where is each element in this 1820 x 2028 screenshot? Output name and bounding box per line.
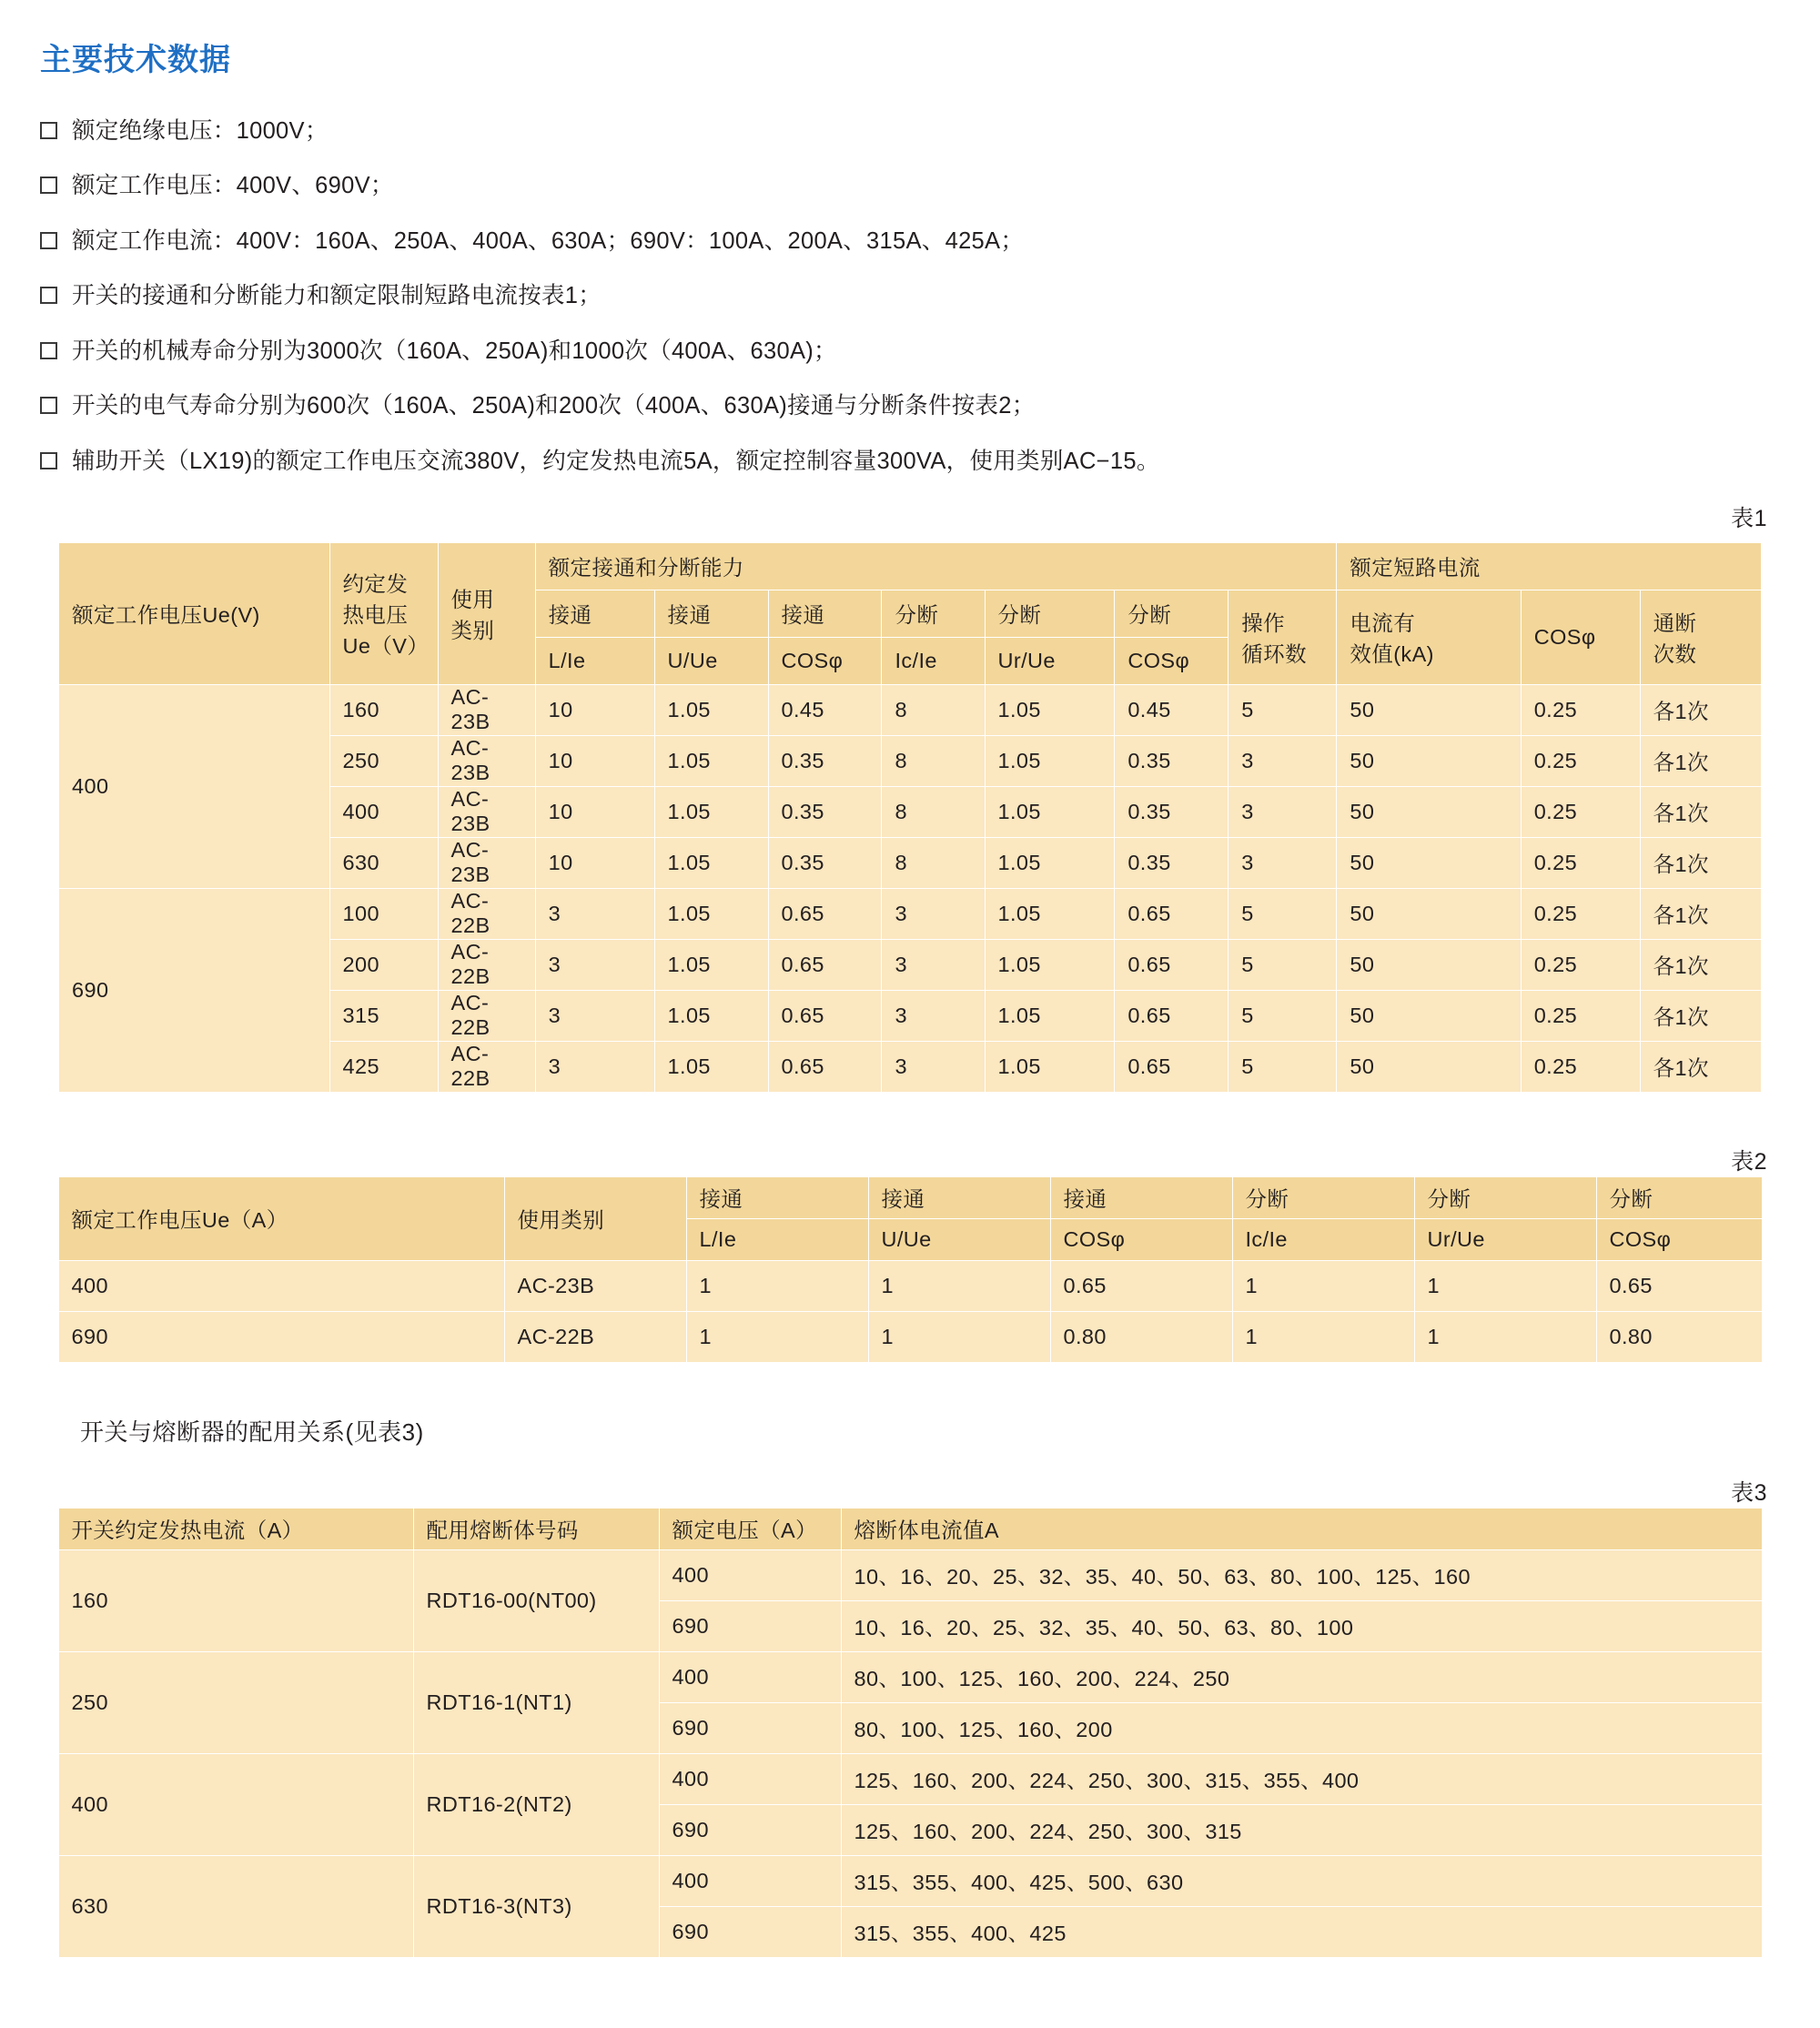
cell-ur-ue: 1.05 [985, 990, 1115, 1041]
cell-times: 各1次 [1640, 735, 1761, 786]
cell-heat-current: 160 [58, 1549, 413, 1651]
cell-l-ie: 10 [535, 786, 654, 837]
header-cell-cos: COSφ [1596, 1218, 1762, 1260]
cell-ic-ie: 8 [882, 684, 985, 735]
header-cell-break: 分断 [985, 590, 1115, 637]
cell-cos3: 0.25 [1521, 1041, 1640, 1092]
checkbox-icon [40, 177, 57, 194]
cell-ic-ie: 3 [882, 1041, 985, 1092]
checkbox-icon [40, 397, 57, 414]
cell-u-ue: 1.05 [654, 837, 768, 888]
cell-heat: 250 [329, 735, 438, 786]
cell-category: AC-23B [438, 735, 535, 786]
cell-cos2: 0.80 [1596, 1311, 1762, 1362]
list-item [40, 336, 1780, 367]
list-item [40, 116, 1780, 146]
header-cell-ur-ue: Ur/Ue [985, 637, 1115, 684]
cell-rated-voltage: 690 [659, 1702, 841, 1753]
cell-cos3: 0.25 [1521, 888, 1640, 939]
cell-times: 各1次 [1640, 990, 1761, 1041]
cell-ic-ie: 1 [1232, 1311, 1414, 1362]
cell-heat-current: 400 [58, 1753, 413, 1855]
list-item-label: 开关的接通和分断能力和额定限制短路电流按表1； [72, 283, 602, 309]
list-item-label: 额定工作电压：400V、690V； [72, 173, 394, 199]
table-header-row [59, 542, 1762, 590]
section-subtitle: 开关与熔断器的配用关系(见表3) [80, 1418, 424, 1446]
cell-l-ie: 10 [535, 837, 654, 888]
header-cell-ur-ue: Ur/Ue [1414, 1218, 1596, 1260]
table-row [59, 684, 1762, 735]
cell-heat: 425 [329, 1041, 438, 1092]
cell-ur-ue: 1 [1414, 1311, 1596, 1362]
cell-times: 各1次 [1640, 684, 1761, 735]
cell-cos1: 0.65 [768, 990, 882, 1041]
cell-u-ue: 1.05 [654, 1041, 768, 1092]
header-cell-u-ue: U/Ue [654, 637, 768, 684]
cell-cos2: 0.35 [1115, 786, 1228, 837]
header-cell-l-ie: L/Ie [686, 1218, 868, 1260]
list-item-label: 开关的机械寿命分别为3000次（160A、250A)和1000次（400A、630A)； [72, 338, 837, 364]
cell-cos1: 0.35 [768, 786, 882, 837]
header-line: 通断 [1653, 611, 1697, 636]
table2-caption: 表2 [1731, 1148, 1767, 1175]
cell-heat: 400 [329, 786, 438, 837]
cell-ic-ie: 8 [882, 837, 985, 888]
header-line: 电流有 [1350, 611, 1416, 636]
cell-cos1: 0.65 [1050, 1260, 1232, 1311]
cell-heat-current: 250 [58, 1651, 413, 1753]
cell-times: 各1次 [1640, 837, 1761, 888]
cell-ic-ie: 3 [882, 990, 985, 1041]
cell-voltage-group: 400 [59, 684, 330, 888]
cell-l-ie: 3 [535, 888, 654, 939]
checkbox-icon [40, 122, 57, 139]
header-cell-make: 接通 [768, 590, 882, 637]
cell-category: AC-22B [438, 1041, 535, 1092]
cell-cos2: 0.65 [1115, 939, 1228, 990]
cell-ur-ue: 1.05 [985, 888, 1115, 939]
cell-category: AC-23B [438, 684, 535, 735]
header-cell-category [438, 542, 535, 684]
spec-list [40, 79, 1780, 477]
list-item-label: 额定绝缘电压：1000V； [72, 118, 329, 144]
cell-cos3: 0.25 [1521, 684, 1640, 735]
cell-u-ue: 1.05 [654, 786, 768, 837]
header-line: 热电压 [342, 603, 409, 628]
header-cell-voltage: 额定工作电压Ue（A） [58, 1176, 504, 1260]
table-row [58, 1549, 1762, 1600]
header-cell-make: 接通 [1050, 1176, 1232, 1218]
checkbox-icon [40, 452, 57, 469]
header-cell-op-cycles [1228, 590, 1337, 684]
cell-cos2: 0.65 [1115, 888, 1228, 939]
cell-fuse-values: 10、16、20、25、32、35、40、50、63、80、100、125、160 [841, 1549, 1762, 1600]
cell-cos2: 0.65 [1115, 1041, 1228, 1092]
cell-heat: 160 [329, 684, 438, 735]
cell-cycles: 5 [1228, 1041, 1337, 1092]
cell-l-ie: 10 [535, 684, 654, 735]
list-item-label: 额定工作电流：400V：160A、250A、400A、630A；690V：100A、200A、315A、425A； [72, 227, 1025, 254]
table-header-row [58, 1508, 1762, 1549]
header-cell-ic-ie: Ic/Ie [882, 637, 985, 684]
list-item-label: 辅助开关（LX19)的额定工作电压交流380V，约定发热电流5A，额定控制容量300VA，使用类别AC−15。 [72, 448, 1160, 474]
cell-ic-ie: 8 [882, 786, 985, 837]
cell-ka: 50 [1337, 1041, 1521, 1092]
cell-ka: 50 [1337, 684, 1521, 735]
header-line: 类别 [450, 619, 495, 643]
cell-cycles: 3 [1228, 735, 1337, 786]
header-cell-break-times [1640, 590, 1761, 684]
cell-ic-ie: 3 [882, 888, 985, 939]
cell-rated-voltage: 690 [659, 1804, 841, 1855]
header-cell-category: 使用类别 [504, 1176, 686, 1260]
cell-cos2: 0.45 [1115, 684, 1228, 735]
header-cell-break: 分断 [1115, 590, 1228, 637]
header-cell-make: 接通 [654, 590, 768, 637]
header-cell-rated-voltage: 额定电压（A） [659, 1508, 841, 1549]
table3-caption: 表3 [1731, 1479, 1767, 1506]
cell-times: 各1次 [1640, 1041, 1761, 1092]
cell-fuse-values: 125、160、200、224、250、300、315 [841, 1804, 1762, 1855]
table-row [58, 1753, 1762, 1804]
header-cell-break: 分断 [1414, 1176, 1596, 1218]
cell-l-ie: 3 [535, 939, 654, 990]
cell-l-ie: 10 [535, 735, 654, 786]
header-line: Ue（V） [342, 634, 430, 659]
cell-cos2: 0.65 [1115, 990, 1228, 1041]
table-header-row [58, 1176, 1762, 1218]
header-line: 循环数 [1241, 642, 1307, 667]
header-cell-cos: COSφ [1050, 1218, 1232, 1260]
cell-ur-ue: 1.05 [985, 837, 1115, 888]
cell-ic-ie: 3 [882, 939, 985, 990]
cell-cos1: 0.65 [768, 939, 882, 990]
cell-rated-voltage: 400 [659, 1651, 841, 1702]
header-cell-fuse-code: 配用熔断体号码 [413, 1508, 659, 1549]
header-cell-heat-current: 开关约定发热电流（A） [58, 1508, 413, 1549]
table-row [58, 1260, 1762, 1311]
table-3 [58, 1508, 1763, 1958]
header-line: 效值(kA) [1350, 642, 1434, 667]
cell-category: AC-23B [438, 786, 535, 837]
header-cell-heat [329, 542, 438, 684]
list-item [40, 170, 1780, 201]
cell-heat: 200 [329, 939, 438, 990]
cell-category: AC-22B [438, 939, 535, 990]
cell-times: 各1次 [1640, 786, 1761, 837]
cell-fuse-values: 315、355、400、425、500、630 [841, 1855, 1762, 1906]
cell-u-ue: 1.05 [654, 939, 768, 990]
header-cell-make: 接通 [868, 1176, 1050, 1218]
list-item [40, 390, 1780, 421]
cell-cos2: 0.35 [1115, 837, 1228, 888]
cell-category: AC-23B [438, 837, 535, 888]
cell-rated-voltage: 400 [659, 1549, 841, 1600]
cell-u-ue: 1.05 [654, 990, 768, 1041]
table-2 [58, 1176, 1763, 1363]
cell-cycles: 5 [1228, 888, 1337, 939]
cell-cos3: 0.25 [1521, 837, 1640, 888]
cell-cos1: 0.45 [768, 684, 882, 735]
cell-ka: 50 [1337, 735, 1521, 786]
cell-fuse-values: 125、160、200、224、250、300、315、355、400 [841, 1753, 1762, 1804]
cell-cycles: 3 [1228, 837, 1337, 888]
cell-cos3: 0.25 [1521, 990, 1640, 1041]
cell-fuse-code: RDT16-1(NT1) [413, 1651, 659, 1753]
cell-cos1: 0.65 [768, 888, 882, 939]
table-row [59, 888, 1762, 939]
cell-ur-ue: 1 [1414, 1260, 1596, 1311]
cell-ka: 50 [1337, 939, 1521, 990]
header-cell-cos: COSφ [1115, 637, 1228, 684]
checkbox-icon [40, 287, 57, 304]
cell-u-ue: 1.05 [654, 735, 768, 786]
list-item-label: 开关的电气寿命分别为600次（160A、250A)和200次（400A、630A)接通与分断条件按表2； [72, 393, 1036, 419]
header-cell-cos: COSφ [768, 637, 882, 684]
checkbox-icon [40, 232, 57, 249]
table-row [58, 1311, 1762, 1362]
header-line: 使用 [450, 588, 495, 612]
header-cell-break: 分断 [882, 590, 985, 637]
cell-ur-ue: 1.05 [985, 786, 1115, 837]
cell-rated-voltage: 690 [659, 1600, 841, 1651]
cell-voltage: 690 [58, 1311, 504, 1362]
cell-cycles: 5 [1228, 939, 1337, 990]
cell-ur-ue: 1.05 [985, 1041, 1115, 1092]
header-cell-make: 接通 [686, 1176, 868, 1218]
header-cell-ic-ie: Ic/Ie [1232, 1218, 1414, 1260]
cell-category: AC-22B [438, 990, 535, 1041]
header-line: 操作 [1241, 611, 1286, 636]
cell-ur-ue: 1.05 [985, 684, 1115, 735]
cell-fuse-values: 80、100、125、160、200 [841, 1702, 1762, 1753]
cell-category: AC-23B [504, 1260, 686, 1311]
cell-ka: 50 [1337, 990, 1521, 1041]
cell-category: AC-22B [504, 1311, 686, 1362]
page-title: 主要技术数据 [40, 43, 231, 77]
cell-cycles: 3 [1228, 786, 1337, 837]
cell-rated-voltage: 690 [659, 1906, 841, 1957]
cell-fuse-values: 10、16、20、25、32、35、40、50、63、80、100 [841, 1600, 1762, 1651]
cell-cos3: 0.25 [1521, 939, 1640, 990]
header-line: 约定发 [342, 572, 409, 597]
cell-category: AC-22B [438, 888, 535, 939]
cell-cycles: 5 [1228, 990, 1337, 1041]
header-cell-fuse-values: 熔断体电流值A [841, 1508, 1762, 1549]
header-cell-break: 分断 [1596, 1176, 1762, 1218]
cell-l-ie: 3 [535, 990, 654, 1041]
cell-cos3: 0.25 [1521, 786, 1640, 837]
table-row [58, 1651, 1762, 1702]
cell-fuse-code: RDT16-00(NT00) [413, 1549, 659, 1651]
cell-u-ue: 1 [868, 1311, 1050, 1362]
cell-heat-current: 630 [58, 1855, 413, 1957]
cell-heat: 315 [329, 990, 438, 1041]
cell-u-ue: 1.05 [654, 684, 768, 735]
header-group-ability: 额定接通和分断能力 [535, 542, 1337, 590]
cell-cos1: 0.35 [768, 837, 882, 888]
cell-fuse-values: 80、100、125、160、200、224、250 [841, 1651, 1762, 1702]
cell-l-ie: 1 [686, 1260, 868, 1311]
list-item [40, 446, 1780, 477]
cell-cycles: 5 [1228, 684, 1337, 735]
cell-fuse-code: RDT16-3(NT3) [413, 1855, 659, 1957]
cell-ic-ie: 1 [1232, 1260, 1414, 1311]
cell-l-ie: 3 [535, 1041, 654, 1092]
cell-times: 各1次 [1640, 939, 1761, 990]
cell-l-ie: 1 [686, 1311, 868, 1362]
table1-caption: 表1 [1731, 505, 1767, 531]
checkbox-icon [40, 342, 57, 359]
cell-heat: 100 [329, 888, 438, 939]
cell-voltage-group: 690 [59, 888, 330, 1092]
cell-fuse-values: 315、355、400、425 [841, 1906, 1762, 1957]
cell-ic-ie: 8 [882, 735, 985, 786]
cell-fuse-code: RDT16-2(NT2) [413, 1753, 659, 1855]
cell-heat: 630 [329, 837, 438, 888]
header-cell-u-ue: U/Ue [868, 1218, 1050, 1260]
cell-ka: 50 [1337, 888, 1521, 939]
header-cell-l-ie: L/Ie [535, 637, 654, 684]
cell-voltage: 400 [58, 1260, 504, 1311]
cell-cos1: 0.35 [768, 735, 882, 786]
cell-cos2: 0.35 [1115, 735, 1228, 786]
header-cell-cos-short: COSφ [1521, 590, 1640, 684]
header-cell-current-rms [1337, 590, 1521, 684]
cell-cos1: 0.65 [768, 1041, 882, 1092]
cell-ur-ue: 1.05 [985, 939, 1115, 990]
cell-cos2: 0.65 [1596, 1260, 1762, 1311]
header-line: 次数 [1653, 642, 1697, 667]
cell-u-ue: 1.05 [654, 888, 768, 939]
cell-u-ue: 1 [868, 1260, 1050, 1311]
cell-rated-voltage: 400 [659, 1855, 841, 1906]
table-row [58, 1855, 1762, 1906]
cell-ka: 50 [1337, 786, 1521, 837]
table-1 [58, 542, 1762, 1093]
list-item [40, 280, 1780, 311]
list-item [40, 226, 1780, 257]
cell-cos3: 0.25 [1521, 735, 1640, 786]
cell-rated-voltage: 400 [659, 1753, 841, 1804]
cell-ka: 50 [1337, 837, 1521, 888]
cell-ur-ue: 1.05 [985, 735, 1115, 786]
cell-times: 各1次 [1640, 888, 1761, 939]
cell-cos1: 0.80 [1050, 1311, 1232, 1362]
header-cell-voltage: 额定工作电压Ue(V) [59, 542, 330, 684]
header-group-short-circuit: 额定短路电流 [1337, 542, 1762, 590]
header-cell-break: 分断 [1232, 1176, 1414, 1218]
header-cell-make: 接通 [535, 590, 654, 637]
